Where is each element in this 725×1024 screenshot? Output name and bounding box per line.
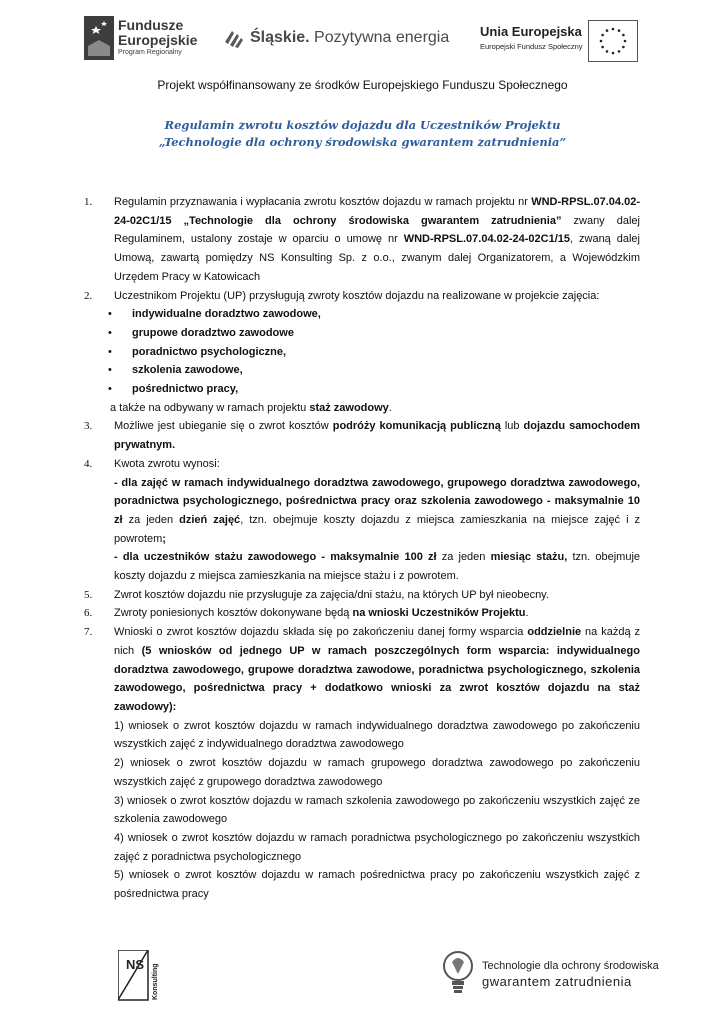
clause-6-text-c: . [525, 607, 529, 620]
clause-2-intro: Uczestnikom Projektu (UP) przysługują zwroty kosztów dojazdu na realizowane w projekcie zajęcia: [114, 289, 600, 302]
bullet-icon: • [108, 345, 112, 358]
clause-4-intro: Kwota zwrotu wynosi: [114, 457, 220, 470]
nsk-letter-n: NS [126, 957, 145, 972]
slaskie-text [250, 29, 449, 47]
bullet-icon: • [108, 364, 112, 377]
regulation-body [84, 193, 640, 904]
clause-number: 6. [84, 607, 93, 620]
bullet-icon: • [108, 326, 112, 339]
clause-4-p1b: za jeden [122, 513, 180, 526]
list-item [84, 343, 640, 362]
project-logo-line2: gwarantem zatrudnienia [482, 974, 632, 989]
fe-logo-line1: Fundusze [118, 17, 184, 33]
clause-7 [84, 623, 640, 717]
clause-7-five-applications: (5 wniosków od jednego UP w ramach poszczególnych form wsparcia: indywidualnego doradztwa zawodowego, grupowe doradztwa zawodowe, poradnictwa psychologicznego, szkolenia zawodowego, pośrednictwa pracy + dodatkowo wnioski za zwrot kosztów dojazdu na staż zawodowy): [114, 644, 640, 713]
application-item-5: 5) wniosek o zwrot kosztów dojazdu w ramach pośrednictwa pracy po zakończeniu wszystkich zajęć z pośrednictwa pracy [114, 869, 640, 901]
clause-7-text-c: na każdą z nich [114, 626, 640, 657]
fundusze-europejskie-logo [84, 14, 198, 62]
unia-europejska-logo [480, 20, 640, 64]
list-item [84, 305, 640, 324]
clause-4 [84, 455, 640, 474]
clause-2-after-a: a także na odbywany w ramach projektu [110, 401, 310, 414]
clause-6-text-b: na wnioski Uczestników Projektu [352, 607, 526, 620]
application-item-4: 4) wniosek o zwrot kosztów dojazdu w ramach poradnictwa psychologicznego po zakończeniu wszystkich zajęć z poradnictwa psychologicznego [114, 831, 640, 863]
ue-logo-line2: Europejski Fundusz Społeczny [480, 42, 583, 51]
list-item-text: poradnictwo psychologiczne, [132, 345, 287, 358]
list-item-text: pośrednictwo pracy, [132, 383, 239, 396]
clause-3-text-a: Możliwe jest ubieganie się o zwrot kosztów [114, 420, 333, 433]
clause-1-text-e: , zwaną dalej Umową, zawartą pomiędzy NS Konsulting Sp. z o.o., zwanym dalej Organizatorem, a Wojewódzkim Urzędem Pracy w Katowicach [114, 233, 640, 283]
clause-2-after [84, 399, 640, 418]
clause-number: 3. [84, 420, 93, 433]
clause-4-p1e: ; [162, 532, 166, 545]
clause-number: 7. [84, 626, 93, 639]
bullet-icon: • [108, 308, 112, 321]
clause-5-text: Zwrot kosztów dojazdu nie przysługuje za zajęcia/dni stażu, na których UP był nieobecny. [114, 588, 549, 601]
clause-7-separately: oddzielnie [527, 626, 582, 639]
eu-flag-icon [588, 20, 638, 62]
clause-2 [84, 287, 640, 306]
list-item [84, 324, 640, 343]
clause-3 [84, 417, 640, 454]
application-item-2: 2) wniosek o zwrot kosztów dojazdu w ramach grupowego doradztwa zawodowego po zakończeniu wszystkich zajęć z grupowego doradztwa zawodowego [114, 757, 640, 788]
nsk-name: Konsulting [152, 963, 159, 1000]
application-item-3: 3) wniosek o zwrot kosztów dojazdu w ramach szkolenia zawodowego po zakończeniu wszystkich zajęć ze szkolenia zawodowego [114, 794, 640, 826]
clause-1 [84, 193, 640, 287]
cofinancing-note: Projekt współfinansowany ze środków Europejskiego Funduszu Społecznego [157, 78, 568, 92]
clause-3-private-car: dojazdu samochodem prywatnym. [114, 420, 640, 452]
lightbulb-icon [440, 948, 476, 998]
clause-6 [84, 604, 640, 623]
clause-2-after-b: staż zawodowy [309, 401, 389, 414]
document-title-line1: Regulamin zwrotu kosztów dojazdu dla Uczestników Projektu [164, 118, 561, 132]
clause-4-rate-internship [84, 548, 640, 585]
clause-4-p2a: - dla uczestników stażu zawodowego - maksymalnie 100 zł [114, 551, 437, 564]
clause-4-p2d: tzn. obejmuje koszty dojazdu z miejsca zamieszkania na miejsce stażu i z powrotem. [114, 551, 641, 583]
list-item [84, 361, 640, 380]
ue-logo-line1: Unia Europejska [480, 24, 582, 39]
slaskie-logo [222, 26, 450, 52]
application-item-1: 1) wniosek o zwrot kosztów dojazdu w ramach indywidualnego doradztwa zawodowego po zakończeniu wszystkich zajęć z indywidualnego doradztwa zawodowego [114, 719, 640, 751]
clause-number: 5. [84, 588, 93, 601]
clause-4-p2c: miesiąc stażu, [490, 551, 568, 564]
project-logo [440, 948, 659, 998]
list-item-text: grupowe doradztwo zawodowe [132, 326, 294, 339]
slaskie-wave-icon [222, 26, 246, 50]
bullet-icon: • [108, 383, 112, 396]
clause-6-text-a: Zwroty poniesionych kosztów dokonywane będą [114, 607, 353, 620]
fe-logo-line2: Europejskie [118, 32, 198, 48]
clause-4-p2b: za jeden [436, 551, 491, 564]
clause-2-after-c: . [388, 401, 392, 414]
ns-konsulting-logo [118, 950, 160, 1002]
slaskie-text-rest: Pozytywna energia [309, 29, 450, 46]
clause-5 [84, 586, 640, 605]
list-item-text: indywidualne doradztwo zawodowe, [132, 308, 321, 321]
clause-3-public-transport: podróży komunikacją publiczną [332, 420, 501, 433]
clause-4-rate-classes [84, 474, 640, 549]
clause-1-text-c: zwany dalej Regulaminem, ustalony zostaje w oparciu o umowę nr [114, 214, 640, 246]
project-logo-line1: Technologie dla ochrony środowiska [482, 960, 659, 972]
clause-3-text-c: lub [500, 420, 524, 433]
clause-1-project-number: WND-RPSL.07.04.02-24-02C1/15 „Technologie dla ochrony środowiska gwarantem zatrudnienia” [114, 196, 640, 227]
list-item [84, 380, 640, 399]
clause-4-p1a: - dla zajęć w ramach indywidualnego doradztwa zawodowego, grupowego doradztwa zawodowego, poradnictwa psychologicznego, pośrednictwa pracy oraz szkolenia zawodowego - maksymalnie 10 zł [114, 476, 640, 526]
clause-number: 2. [84, 289, 93, 302]
clause-7-text-a: Wnioski o zwrot kosztów dojazdu składa się po zakończeniu danej formy wsparcia [114, 626, 528, 639]
clause-1-text-a: Regulamin przyznawania i wypłacania zwrotu kosztów dojazdu w ramach projektu nr [114, 196, 532, 208]
list-item-text: szkolenia zawodowe, [132, 364, 243, 377]
clause-number: 1. [84, 196, 93, 208]
clause-1-contract-number: WND-RPSL.07.04.02-24-02C1/15 [403, 233, 570, 246]
slaskie-text-bold: Śląskie. [250, 29, 310, 46]
clause-4-p1c: dzień zajęć [179, 513, 241, 526]
document-title-line2: „Technologie dla ochrony środowiska gwarantem zatrudnienia” [158, 135, 567, 149]
fe-logo-line3: Program Regionalny [118, 49, 182, 56]
fe-emblem-icon [84, 16, 114, 60]
clause-number: 4. [84, 457, 93, 470]
clause-4-p1d: , tzn. obejmuje koszty dojazdu z miejsca zamieszkania na miejsce zajęć i z powrotem [114, 513, 641, 545]
